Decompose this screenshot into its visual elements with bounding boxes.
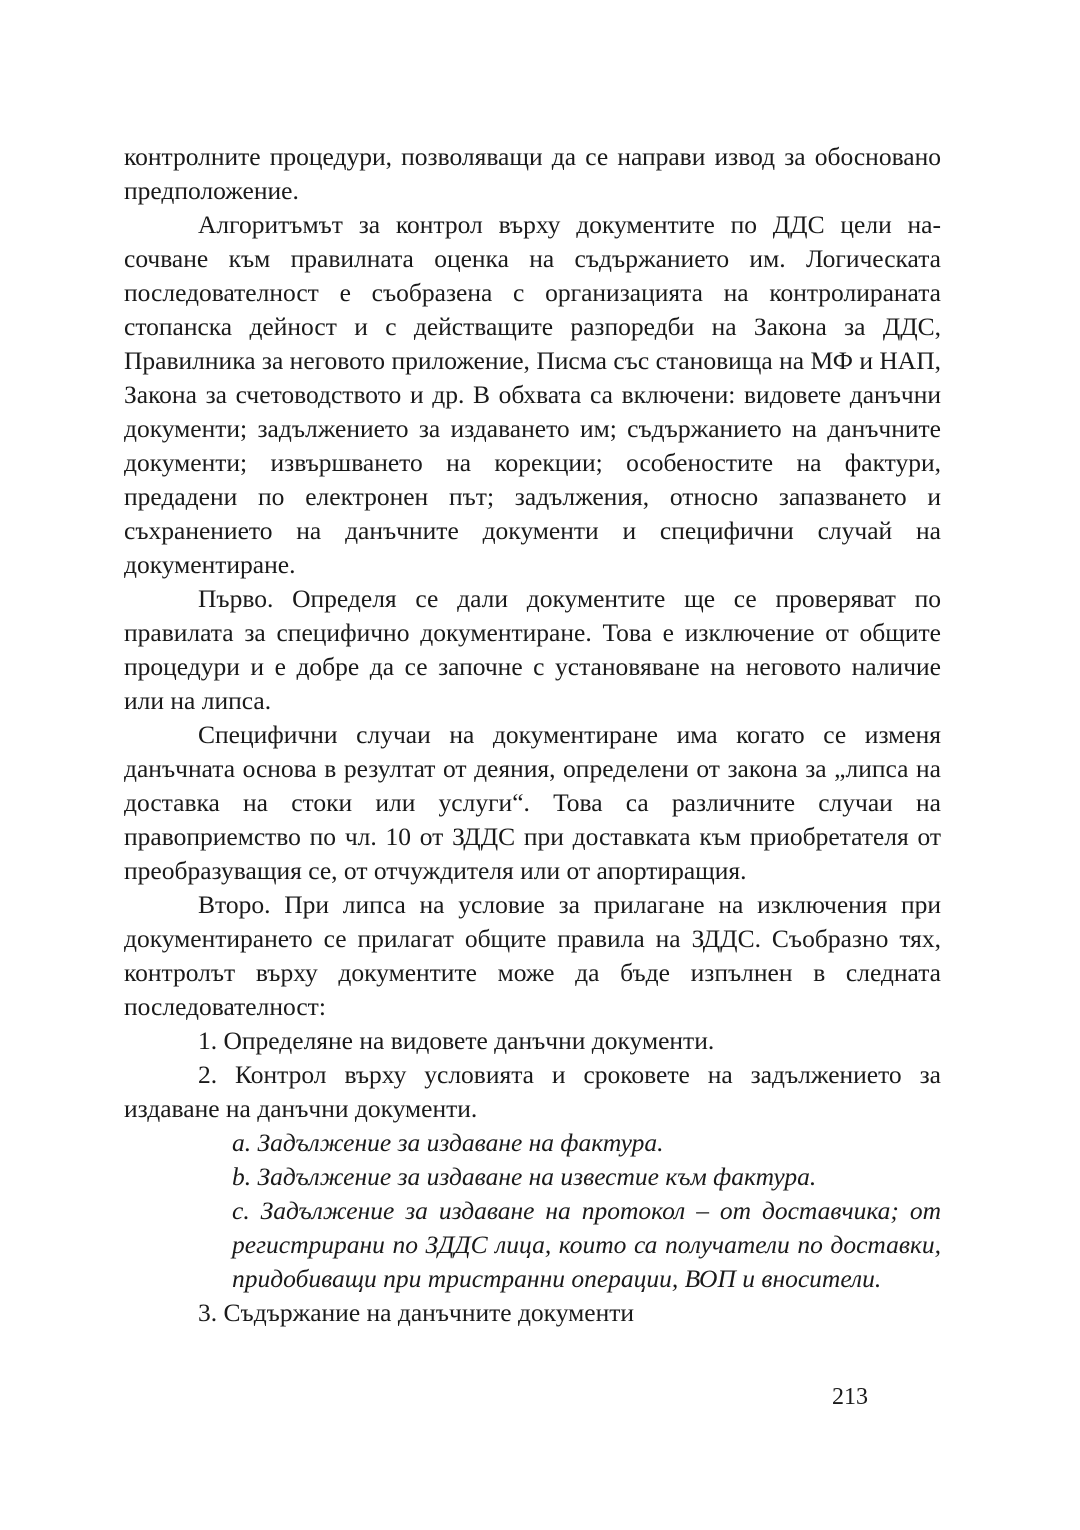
paragraph-second: Второ. При липса на условие за прилагане на изключения при документирането се прилагат общите правила на ЗДДС. Съобразно тях, контролът върху документите може да бъде изпълнен в следната последователност: [124,890,941,1021]
sub-item-a: a. Задължение за издаване на фактура. [232,1128,664,1157]
paragraph-continuation: контролните процедури, позволяващи да се направи извод за обосновано предположение. [124,142,941,205]
list-item-1: 1. Определяне на видовете данъчни документи. [198,1026,715,1055]
page-number: 213 [832,1384,868,1410]
paragraph-first: Първо. Определя се дали документите ще се проверяват по правилата за специфично документиране. Това е изключение от общите процедури и е добре да се започне с установяване на неговото наличие или на липса. [124,584,941,715]
sub-item-c: c. Задължение за издаване на протокол – от доставчика; от регистрирани по ЗДДС лица, които са получатели по доставки, придобиващи при тристранни операции, ВОП и вносители. [232,1196,941,1293]
paragraph-algorithm: Алгоритъмът за контрол върху документите по ДДС цели насочване към правилната оценка на съдържанието им. Логическата последователност е съобразена с организацията на контролираната стопанска дейност и с действащите разпоредби на Закона за ДДС, Правилника за неговото приложение, Писма със становища на МФ и НАП, Закона за счетоводството и др. В обхвата са включени: видовете данъчни документи; задължението за издаването им; съдържанието на данъчните документи; извършването на корекции; особеностите на фактури, предадени по електронен път; задължения, относно запазването и съхранението на данъчните документи и специфични случай на документиране. [124,210,941,579]
list-item-2: 2. Контрол върху условията и сроковете на задължението за издаване на данъчни документи. [124,1060,941,1123]
body-text [124,140,941,1330]
sub-item-b: b. Задължение за издаване на известие към фактура. [232,1162,817,1191]
paragraph-specific-cases: Специфични случаи на документиране има когато се изменя данъчната основа в резултат от деяния, определени от закона за „липса на доставка на стоки или услуги“. Това са различните случаи на правоприемство по чл. 10 от ЗДДС при доставката към приобретателя от преобразуващия се, от отчуждителя или от апортиращия. [124,720,941,885]
list-item-3: 3. Съдържание на данъчните документи [198,1298,635,1327]
sub-list [124,1126,941,1296]
